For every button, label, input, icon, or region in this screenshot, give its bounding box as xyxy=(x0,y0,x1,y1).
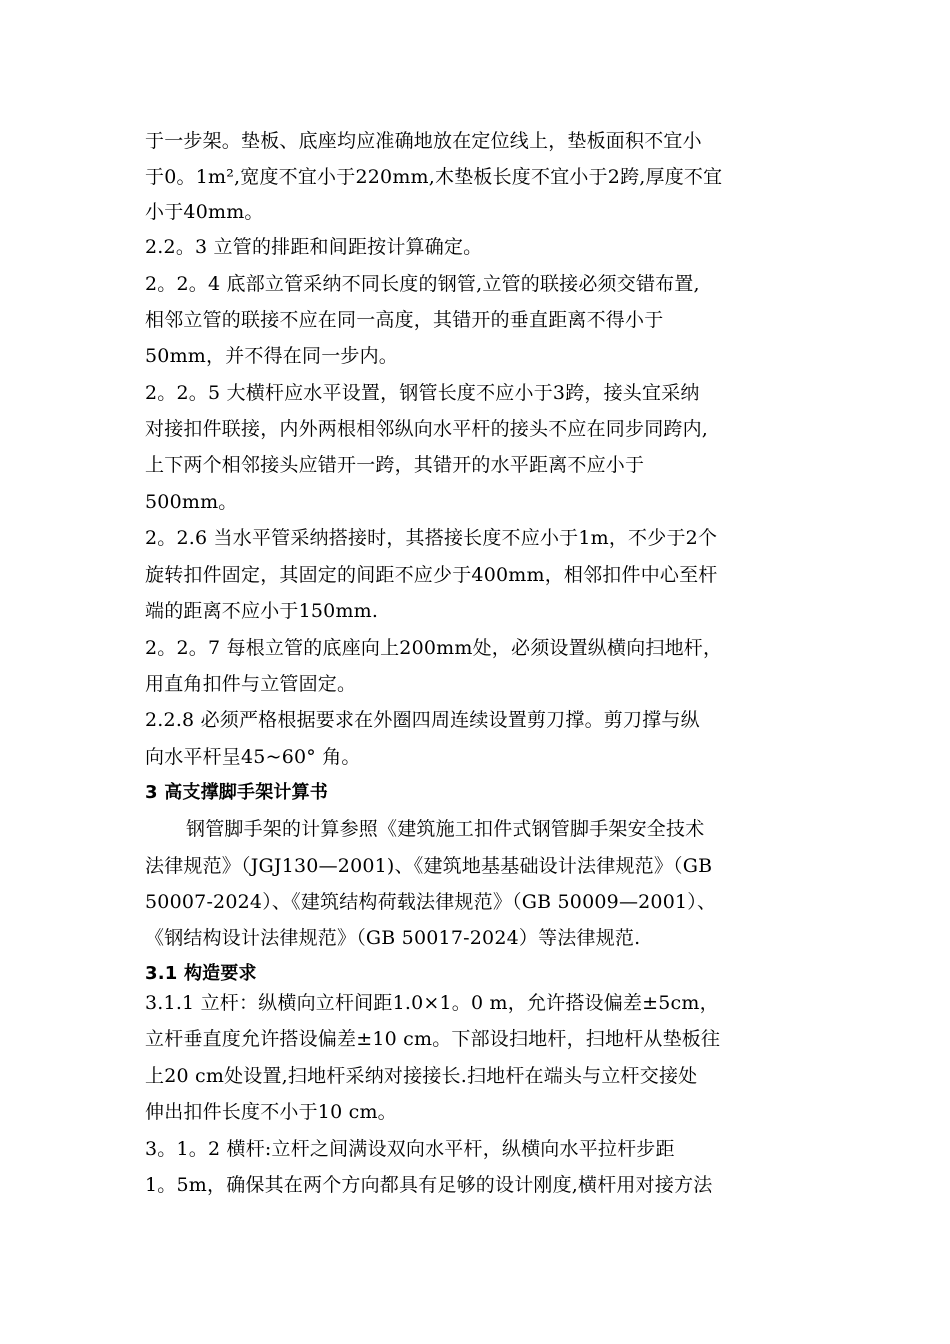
text-line: 于一步架。垫板、底座均应准确地放在定位线上，垫板面积不宜小 xyxy=(145,130,702,152)
text-line: 伸出扣件长度不小于10 cm。 xyxy=(145,1101,397,1123)
text-line: 2。2。5 大横杆应水平设置，钢管长度不应小于3跨，接头宜采纳 xyxy=(145,382,700,404)
section-heading: 3 高支撑脚手架计算书 xyxy=(145,782,328,803)
text-line: 2.2。3 立管的排距和间距按计算确定。 xyxy=(145,236,483,258)
text-line: 500mm。 xyxy=(145,491,238,513)
text-line: 钢管脚手架的计算参照《建筑施工扣件式钢管脚手架安全技术 xyxy=(186,818,705,840)
text-line: 3.1.1 立杆：纵横向立杆间距1.0×1。0 m，允许搭设偏差±5cm， xyxy=(145,992,719,1014)
text-line: 2。2。7 每根立管的底座向上200mm处，必须设置纵横向扫地杆， xyxy=(145,637,723,659)
text-line: 法律规范》（JGJ130—2001)、《建筑地基基础设计法律规范》（GB xyxy=(145,855,713,877)
text-line: 2。2。4 底部立管采纳不同长度的钢管,立管的联接必须交错布置, xyxy=(145,273,700,295)
text-line: 2.2.8 必须严格根据要求在外圈四周连续设置剪刀撑。剪刀撑与纵 xyxy=(145,709,700,731)
text-line: 50007-2024）、《建筑结构荷载法律规范》（GB 50009—2001）、 xyxy=(145,891,717,913)
subsection-heading: 3.1 构造要求 xyxy=(145,963,257,984)
text-line: 上20 cm处设置,扫地杆采纳对接接长.扫地杆在端头与立杆交接处 xyxy=(145,1065,698,1087)
text-line: 立杆垂直度允许搭设偏差±10 cm。下部设扫地杆，扫地杆从垫板往 xyxy=(145,1028,721,1050)
text-line: 旋转扣件固定，其固定的间距不应少于400mm，相邻扣件中心至杆 xyxy=(145,564,718,586)
text-line: 《钢结构设计法律规范》（GB 50017-2024）等法律规范. xyxy=(145,927,641,949)
text-line: 1。5m，确保其在两个方向都具有足够的设计刚度,横杆用对接方法 xyxy=(145,1174,713,1196)
text-line: 2。2.6 当水平管采纳搭接时，其搭接长度不应小于1m，不少于2个 xyxy=(145,527,718,549)
text-line: 向水平杆呈45~60° 角。 xyxy=(145,746,361,768)
text-line: 相邻立管的联接不应在同一高度，其错开的垂直距离不得小于 xyxy=(145,309,664,331)
text-line: 小于40mm。 xyxy=(145,201,264,223)
text-line: 用直角扣件与立管固定。 xyxy=(145,673,357,695)
text-line: 3。1。2 横杆:立杆之间满设双向水平杆，纵横向水平拉杆步距 xyxy=(145,1138,675,1160)
text-line: 端的距离不应小于150mm. xyxy=(145,600,379,622)
text-line: 上下两个相邻接头应错开一跨，其错开的水平距离不应小于 xyxy=(145,454,645,476)
text-line: 对接扣件联接，内外两根相邻纵向水平杆的接头不应在同步同跨内, xyxy=(145,418,709,440)
text-line: 于0。1m²,宽度不宜小于220mm,木垫板长度不宜小于2跨,厚度不宜 xyxy=(145,166,723,188)
text-line: 50mm，并不得在同一步内。 xyxy=(145,345,399,367)
